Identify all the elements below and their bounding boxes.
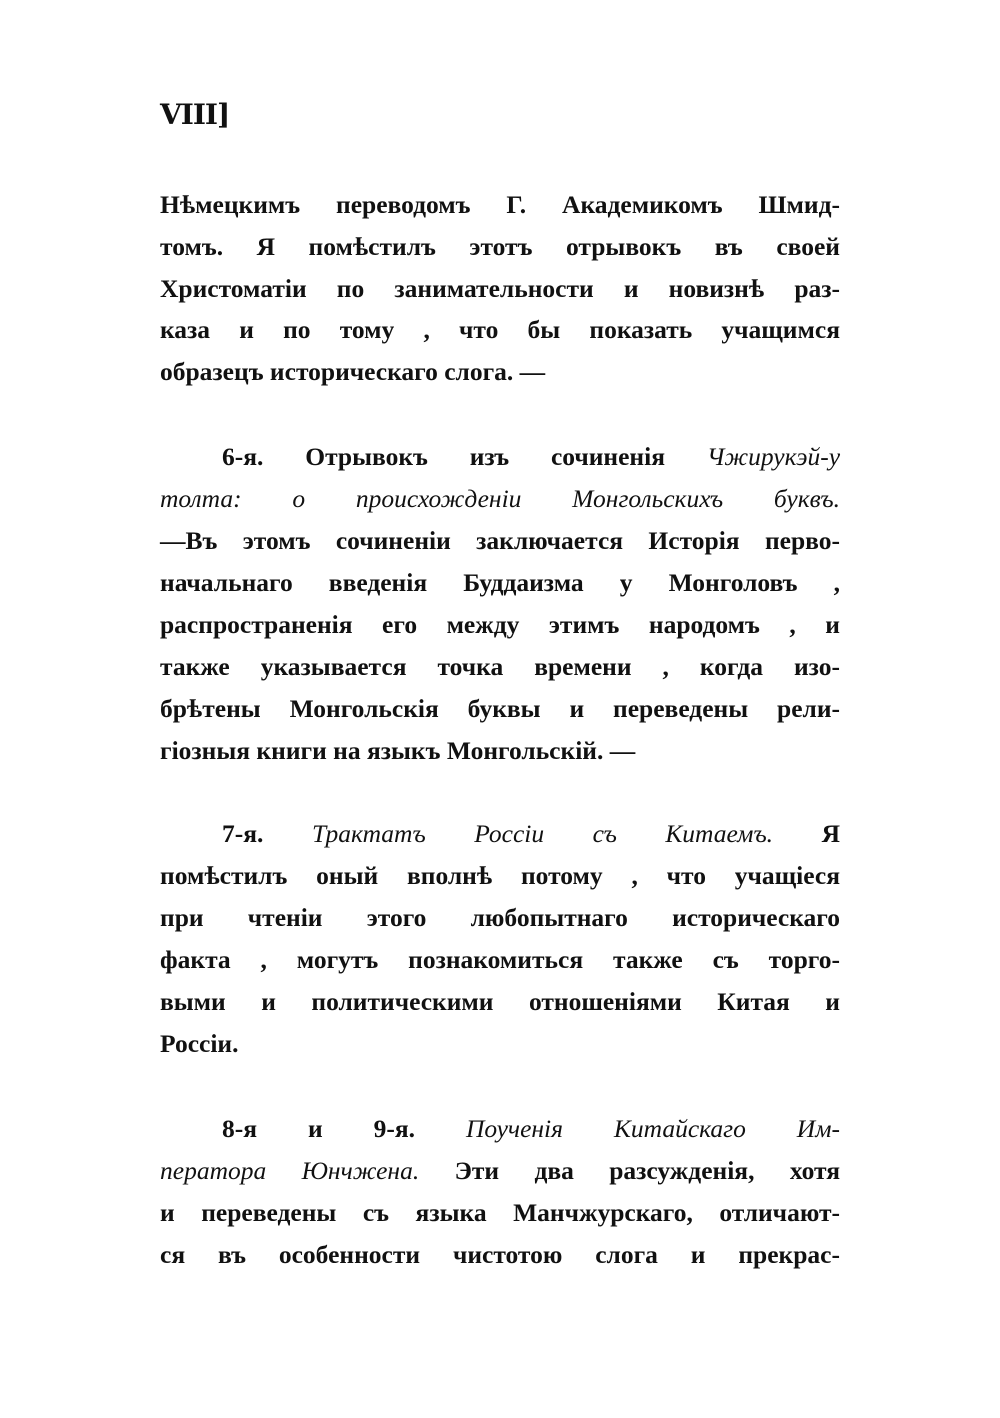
text-line: образецъ историческаго слога. — xyxy=(160,357,546,386)
text-line: томъ. Я помѣстилъ этотъ отрывокъ въ своей xyxy=(160,232,840,261)
page-number: VIII] xyxy=(160,98,230,131)
text-line: распространенія его между этимъ народомъ , и xyxy=(160,610,840,639)
text-line: гіозныя книги на языкъ Монгольскій. — xyxy=(160,736,636,765)
text-line: Нѣмецкимъ переводомъ Г. Академикомъ Шмид- xyxy=(160,190,840,219)
line-text: Я xyxy=(821,819,840,848)
text-line: ся въ особенности чистотою слога и прекрас- xyxy=(160,1240,840,1269)
line-text: Отрывокъ изъ сочиненія xyxy=(305,442,666,471)
item-number: 8-я и 9-я. xyxy=(222,1114,415,1143)
text-line: брѣтены Монгольскія буквы и переведены рели- xyxy=(160,694,840,723)
item-number: 6-я. xyxy=(222,442,264,471)
text-line xyxy=(222,440,840,474)
text-line: Христоматіи по занимательности и новизнѣ раз- xyxy=(160,274,840,303)
line-text: Эти два разсужденія, хотя xyxy=(454,1156,840,1185)
text-line: факта , могутъ познакомиться также съ торго- xyxy=(160,945,840,974)
italic-title: ператора Юнчжена. xyxy=(160,1156,420,1185)
italic-title: Трактатъ Россіи съ Китаемъ. xyxy=(311,819,774,848)
text-line xyxy=(222,1112,840,1146)
text-line xyxy=(222,817,840,851)
italic-title: толта: о происхожденіи Монгольскихъ буквъ. xyxy=(160,484,840,513)
text-line: начальнаго введенія Буддаизма у Монголовъ , xyxy=(160,568,840,597)
italic-title: Поученія Китайскаго Им- xyxy=(465,1114,840,1143)
text-line: —Въ этомъ сочиненіи заключается Исторія перво- xyxy=(160,526,840,555)
text-line: помѣстилъ оный вполнѣ потому , что учащіеся xyxy=(160,861,840,890)
item-number: 7-я. xyxy=(222,819,264,848)
text-line: каза и по тому , что бы показать учащимся xyxy=(160,315,840,344)
text-line xyxy=(160,1154,840,1188)
text-line: выми и политическими отношеніями Китая и xyxy=(160,987,840,1016)
text-line: также указывается точка времени , когда изо- xyxy=(160,652,840,681)
text-line xyxy=(160,482,840,516)
text-line: и переведены съ языка Манчжурскаго, отличают- xyxy=(160,1198,840,1227)
text-line: при чтеніи этого любопытнаго историческаго xyxy=(160,903,840,932)
text-line: Россіи. xyxy=(160,1029,239,1058)
italic-title: Чжирукэй-у xyxy=(706,442,841,471)
